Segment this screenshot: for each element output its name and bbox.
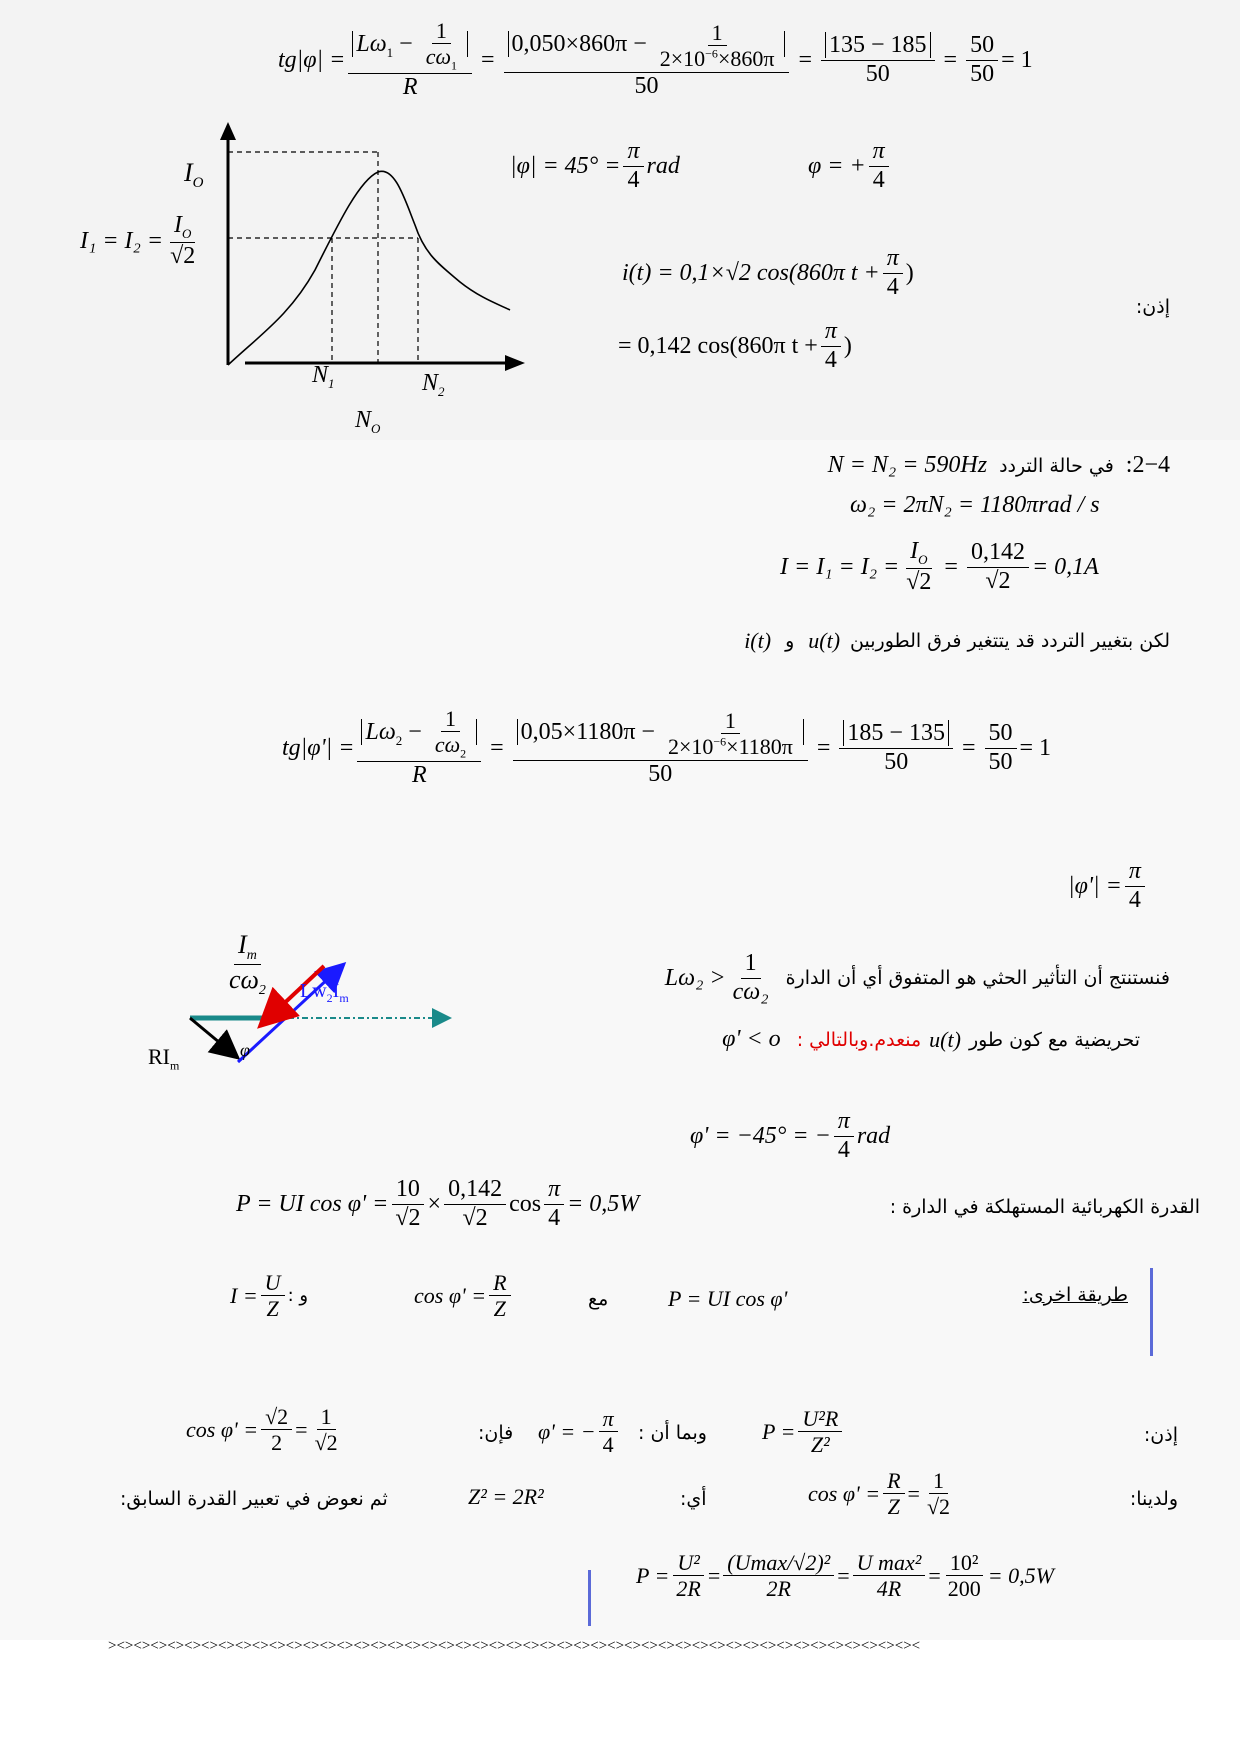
label-then-1: إذن: <box>1135 296 1170 318</box>
equation-then-p: P = $\frac{\text{U²R}}{\text{Z²}}$ <box>762 1406 845 1458</box>
label-n1: $N_1$ <box>312 362 335 391</box>
equation-phi-abs: |φ| = 45° = $\frac{\pi}{4}$ rad <box>510 138 680 193</box>
label-io: $I_O$ <box>184 158 204 192</box>
tg-phi-label: tg|φ| = <box>278 46 346 73</box>
equation-then-cos: cos φ' = $\frac{√2}{2}$ = $\frac{1}{√2}$ <box>186 1404 338 1456</box>
conclusion-line2: φ' < o منعدم.وبالتالي : u(t) تحريضية مع كون طور <box>722 1026 1140 1052</box>
label-then-2: إذن: <box>1143 1424 1178 1446</box>
label-lw2-im: $Lw_2I_m$ <box>300 980 349 1005</box>
equation-method2-p: P = UI cos φ' <box>668 1286 788 1311</box>
label-method2: طريقة اخرى: <box>1022 1284 1128 1306</box>
equation-z-squared: Z² = 2R² <box>468 1484 544 1509</box>
fraction-lw1: $L\omega_1$ − $\frac{1}{c\omega_1}$ R <box>348 18 472 102</box>
equation-tg-phi: tg|φ| = $L\omega_1$ − $\frac{1}{c\omega_1}$ R = 0,050×860π − $\frac{1}{2\times 10^{-6}\times 860\pi}$ 50 = $\frac{135 - 185}{50}$ = $\frac{50}{50}$ = 1 <box>278 18 1033 101</box>
equation-tg-phi-prime: tg|φ'| = $L\omega_2$ − $\frac{1}{c\omega_2}$ R = 0,05×1180π − $\frac{1}{2\times 10^{-6}\times 1180\pi}$ 50 = $\frac{185 - 135}{50}$ = $\frac{50}{50}$ = 1 <box>282 706 1052 789</box>
equation-it-line1: i(t) = 0,1×√2 cos(860π t + $\frac{\pi}{4}$ ) <box>622 245 914 300</box>
label-ie: أي: <box>680 1488 707 1510</box>
equation-power: P = UI cos φ' = $\frac{10}{√2}$ × $\frac{0,142}{√2}$ cos $\frac{\pi}{4}$ = 0,5W <box>236 1176 640 1231</box>
equation-omega2: ω₂ = 2πN₂ = 1180πrad / s <box>850 492 1100 518</box>
label-power: القدرة الكهربائية المستهلكة في الدارة : <box>889 1196 1200 1218</box>
equation-then-phi: φ' = − $\frac{\pi}{4}$ <box>538 1406 621 1458</box>
resonance-curve <box>228 171 510 365</box>
equation-phi: φ = + $\frac{\pi}{4}$ <box>808 138 892 194</box>
equation-i-current: I = I₁ = I₂ = $\frac{I_O}{√2}$ = $\frac{0,142}{√2}$ = 0,1A <box>780 538 1099 595</box>
resonance-curve-graph <box>60 120 540 450</box>
label-im-over-cw2: $\frac{I_m}{c\omega_2}$ <box>229 930 266 999</box>
label-since: وبما أن : <box>638 1422 707 1444</box>
fraction-numeric-2: $\frac{135 - 185}{50}$ <box>821 32 935 88</box>
label-no: $N_O$ <box>355 407 381 436</box>
equation-phi-prime-abs: |φ'| = $\frac{\pi}{4}$ <box>1068 858 1148 914</box>
equation-method2-cos: cos φ' = $\frac{R}{Z}$ <box>414 1270 514 1322</box>
y-axis <box>220 122 236 365</box>
fraction-numeric-3: $\frac{50}{50}$ <box>966 32 998 88</box>
label-we-have: ولدينا: <box>1129 1488 1178 1510</box>
note-phase-change: i(t) و u(t) لكن بتغيير التردد قد يتتغير فرق الطوربين <box>744 628 1170 653</box>
equation-phi-prime-neg: φ' = −45° = − $\frac{\pi}{4}$ rad <box>690 1108 891 1163</box>
conclusion-line1: Lω₂ > $\frac{1}{\text{cω₂}}$ فنستنتج أن التأثير الحثي هو المتفوق أي أن الدارة <box>664 950 1170 1005</box>
section-2-4-heading: N = N₂ = 590Hz في حالة التردد :2−4 <box>827 452 1170 478</box>
equation-final-power: P = $\frac{\text{U²}}{2R}$ = $\frac{\text{(Umax/√2)²}}{2R}$ = $\frac{\text{U max²}}{4R}$ = $\frac{\text{10²}}{200}$ = 0,5W <box>636 1550 1054 1602</box>
label-ri-m: $RI_m$ <box>148 1044 180 1073</box>
equation-it-line2: = 0,142 cos(860π t + $\frac{\pi}{4}$ ) <box>618 318 852 373</box>
equation-method2-i: I = $\frac{U}{Z}$ و : <box>230 1270 309 1322</box>
label-substitute: ثم نعوض في تعبير القدرة السابق: <box>120 1488 388 1510</box>
fraction-numeric-1: 0,050×860π − $\frac{1}{2\times 10^{-6}\times 860\pi}$ 50 <box>504 20 790 100</box>
separator-line: ><><><><><><><><><><><><><><><><><><><><><><><><><><><><><><><><><><><><><><><><><><><><><><><>< <box>108 1638 921 1654</box>
equation-we-have-cos: cos φ' = $\frac{R}{Z}$ = $\frac{1}{√2}$ <box>808 1468 951 1520</box>
left-bracket-method2 <box>1150 1268 1153 1356</box>
label-i1-i2: I₁ = I₂ = $\frac{I_O}{√2}$ <box>80 212 196 269</box>
label-with: مع <box>588 1288 609 1310</box>
left-bracket-final <box>588 1570 591 1626</box>
x-axis <box>245 355 525 371</box>
ri-vector <box>190 1018 238 1058</box>
label-so: فإن: <box>478 1422 514 1444</box>
label-phi-angle: φ <box>240 1040 250 1060</box>
label-n2: $N_2$ <box>422 370 445 399</box>
